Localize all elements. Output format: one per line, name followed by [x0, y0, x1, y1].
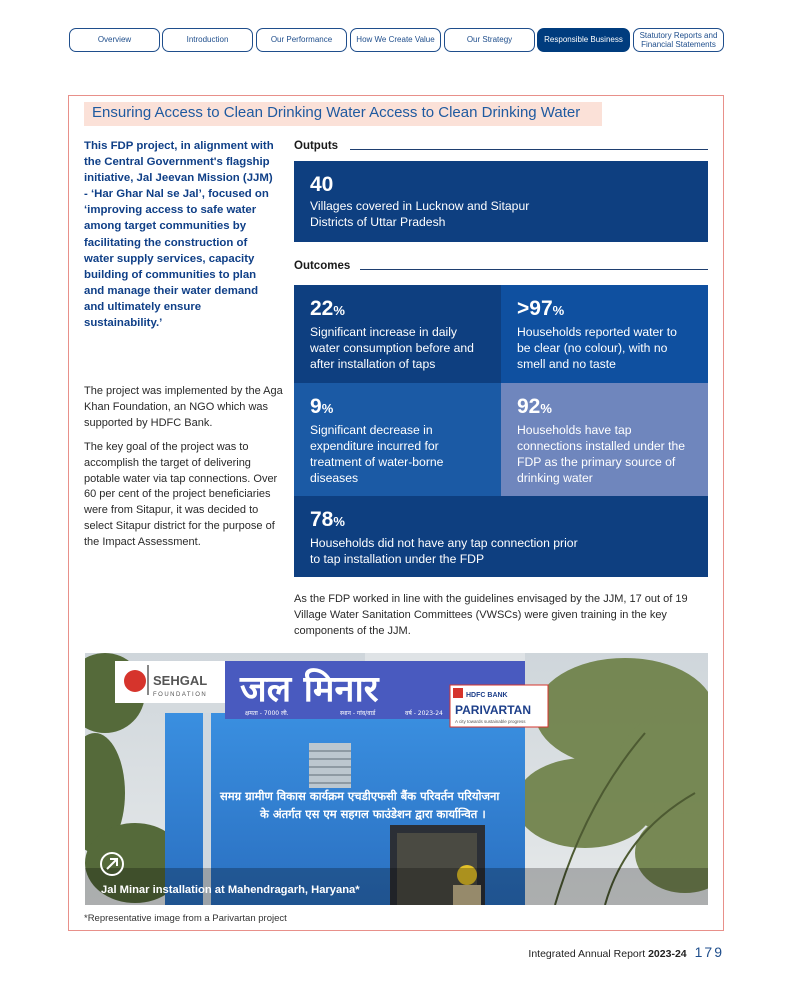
photo-illustration: [85, 653, 708, 905]
sign-capacity-text: क्षमता - 7000 ली.: [245, 710, 289, 717]
outcome-text: Households have tap connections installed under the FDP as the primary source of drinking water: [517, 423, 686, 485]
output-box: [294, 161, 708, 242]
footer-report-year: 2023-24: [648, 948, 687, 960]
outcome-unit: %: [333, 303, 345, 318]
outcome-number: >97: [517, 297, 553, 320]
outcome-text: Significant decrease in expenditure incurred for treatment of water-borne diseases: [310, 423, 444, 485]
outcomes-rule: [360, 269, 708, 270]
expand-arrow-icon[interactable]: [100, 852, 124, 876]
tab-responsible-business[interactable]: Responsible Business: [537, 28, 630, 52]
jjm-training-paragraph: As the FDP worked in line with the guidelines envisaged by the JJM, 17 out of 19 Village Water Sanitation Committees (VWSCs) were given training in the key components of the JJM.: [294, 593, 688, 638]
outcome-unit: %: [540, 401, 552, 416]
footnote: *Representative image from a Parivartan project: [84, 913, 287, 924]
output-value: 40: [310, 173, 334, 196]
outcome-unit: %: [321, 401, 334, 416]
jal-minar-sign: जल मिनार: [240, 669, 379, 710]
tab-statutory-reports[interactable]: Statutory Reports and Financial Statements: [633, 28, 724, 52]
wall-text-line-2: के अंतर्गत एस एम सहगल फाउंडेशन द्वारा कार्यान्वित ।: [260, 807, 486, 821]
outcome-box-97: [501, 285, 708, 383]
tab-our-performance[interactable]: Our Performance: [256, 28, 347, 52]
outcome-unit: %: [552, 303, 565, 318]
outcome-unit: %: [333, 514, 345, 529]
tab-introduction[interactable]: Introduction: [162, 28, 253, 52]
outcomes-label: Outcomes: [294, 260, 358, 272]
outcome-box-92: [501, 383, 708, 496]
outcome-number: 22: [310, 297, 334, 320]
jal-minar-photo: [85, 653, 708, 905]
outputs-label: Outputs: [294, 140, 346, 152]
outcome-value: [310, 297, 485, 323]
outcome-box-9: [294, 383, 501, 496]
arrow-up-right-icon: [102, 854, 122, 874]
section-title: Ensuring Access to Clean Drinking Water Access to Clean Drinking Water: [92, 104, 581, 121]
outcome-number: 92: [517, 395, 541, 418]
page-number: 179: [694, 944, 724, 960]
sign-location-text: स्थान - गांव/वार्ड: [340, 710, 376, 717]
outcome-value: [517, 395, 692, 421]
photo-caption: Jal Minar installation at Mahendragarh, Haryana*: [101, 884, 360, 896]
parivartan-logo-text: PARIVARTAN: [455, 703, 531, 717]
outcome-number: 9: [310, 395, 322, 418]
outcome-number: 78: [310, 508, 334, 531]
tab-how-we-create-value[interactable]: How We Create Value: [350, 28, 441, 52]
page-footer: [528, 944, 724, 960]
outcome-text: Significant increase in daily water consumption before and after installation of taps: [310, 325, 474, 371]
sign-year-text: वर्ष - 2023-24: [405, 710, 443, 717]
body-paragraph-1: The project was implemented by the Aga Khan Foundation, an NGO which was supported by HDFC Bank.: [84, 385, 283, 429]
footer-report-title: [528, 948, 686, 960]
footer-report-name: Integrated Annual Report: [528, 948, 646, 960]
top-navigation: [69, 28, 724, 52]
outcome-text: Households did not have any tap connection prior to tap installation under the FDP: [310, 536, 578, 566]
outcome-value: [517, 297, 692, 323]
wall-text-line-1: समग्र ग्रामीण विकास कार्यक्रम एचडीएफसी बैंक परिवर्तन परियोजना: [220, 789, 500, 803]
hdfc-bank-text: HDFC BANK: [466, 692, 508, 699]
body-paragraph-2: The key goal of the project was to accomplish the target of delivering potable water via tap connections. Over 60 per cent of the project beneficiaries were from Sitapur, it was decided to select Sitapur district for the purpose of the Impact Assessment.: [84, 441, 278, 548]
tab-our-strategy[interactable]: Our Strategy: [444, 28, 535, 52]
outcome-box-78: [294, 496, 708, 577]
outputs-rule: [350, 149, 708, 150]
parivartan-tagline: A city towards sustainable progress: [455, 719, 526, 724]
outcome-box-22: [294, 285, 501, 383]
sehgal-logo-subtext: FOUNDATION: [153, 692, 208, 698]
intro-paragraph: This FDP project, in alignment with the Central Government's flagship initiative, Jal Jeevan Mission (JJM) - ‘Har Ghar Nal se Jal’, focused on ‘improving access to safe water among target communities by facilitating the construction of water supply services, capacity building of communities to plan and manage their water demand and ultimately ensure sustainability.’: [84, 140, 274, 330]
sehgal-logo-text: SEHGAL: [153, 673, 208, 688]
outcome-value: [310, 395, 485, 421]
outcome-value: [310, 508, 692, 534]
outcome-text: Households reported water to be clear (no colour), with no smell and no taste: [517, 325, 677, 371]
output-text: Villages covered in Lucknow and Sitapur Districts of Uttar Pradesh: [310, 199, 530, 229]
tab-overview[interactable]: Overview: [69, 28, 160, 52]
